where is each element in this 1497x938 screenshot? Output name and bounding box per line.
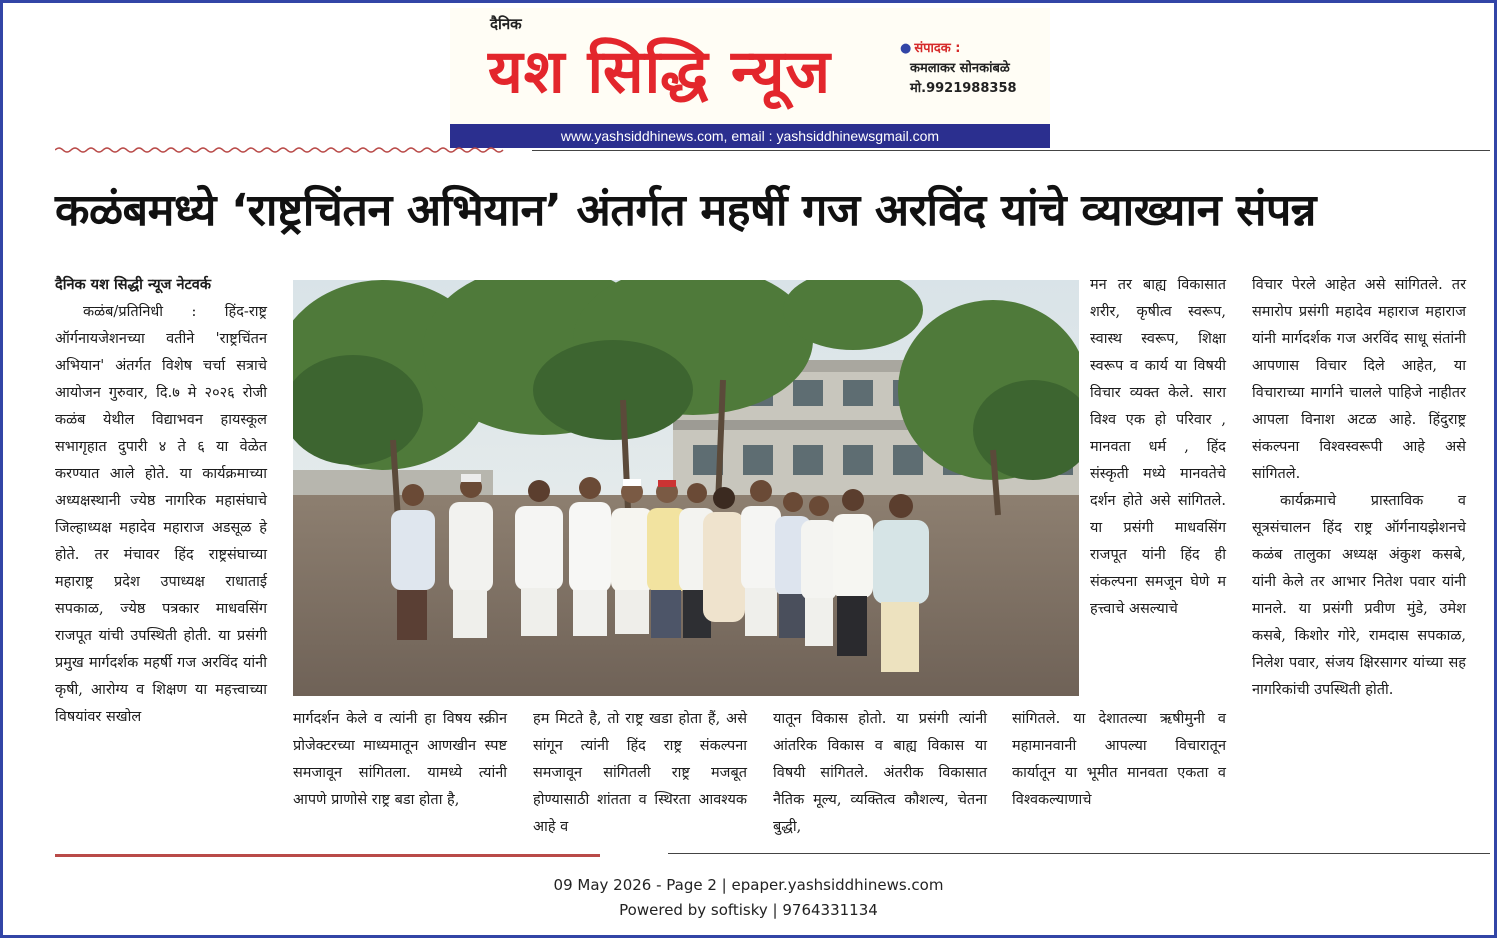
bottom-rule bbox=[668, 853, 1490, 854]
headline: कळंबमध्ये ‘राष्ट्रचिंतन अभियान’ अंतर्गत महर्षी गज अरविंद यांचे व्याख्यान संपन्न bbox=[55, 185, 1316, 236]
article-column-below-photo-3 bbox=[773, 706, 987, 841]
footer-date-page: 09 May 2026 - Page 2 | epaper.yashsiddhinews.com bbox=[553, 876, 944, 894]
masthead-title: यश सिद्धि न्यूज bbox=[488, 37, 831, 107]
article-paragraph: यातून विकास होतो. या प्रसंगी त्यांनी आंतरिक विकास व बाह्य विकास या विषयी सांगितले. अंतरीक विकासात नैतिक मूल्य, व्यक्तित्व कौशल्य, चेतना बुद्धी, bbox=[773, 711, 987, 835]
group-photo-illustration bbox=[293, 280, 1079, 696]
article-paragraph: मन तर बाह्य विकासात शरीर, कृषीत्व स्वरूप, स्वास्थ स्वरूप, शिक्षा स्वरूप व कार्य या विषयी विचार व्यक्त केले. सारा विश्व एक हो परिवार , मानवता धर्म , हिंद संस्कृती मध्ये मानवतेचे दर्शन होते असे सांगितले. या प्रसंगी माधवसिंग राजपूत यांनी हिंद ही संकल्पना समजून घेणे म हत्त्वाचे असल्याचे bbox=[1090, 277, 1226, 617]
article-column-below-photo-1 bbox=[293, 706, 507, 814]
article-paragraph: कळंब/प्रतिनिधी : हिंद-राष्ट्र ऑर्गनायजेशनच्या वतीने 'राष्ट्रचिंतन अभियान' अंतर्गत विशेष चर्चा सत्राचे आयोजन गुरुवार, दि.७ मे २०२६ रोजी कळंब येथील विद्याभवन हायस्कूल सभागृहात दुपारी ४ ते ६ या वेळेत करण्यात आले होते. या कार्यक्रमाच्या अध्यक्षस्थानी ज्येष्ठ नागरिक महासंघाचे जिल्हाध्यक्ष महादेव महाराज अडसूळ हे होते. तर मंचावर हिंद राष्ट्रसंघाच्या महाराष्ट्र प्रदेश उपाध्यक्ष राधाताई सपकाळ, ज्येष्ठ पत्रकार माधवसिंग राजपूत यांची उपस्थिती होती. या प्रसंगी प्रमुख मार्गदर्शक महर्षी गज अरविंद यांनी कृषी, आरोग्य व शिक्षण या महत्त्वाच्या विषयांवर सखोल bbox=[55, 304, 267, 725]
contact-bar[interactable]: www.yashsiddhinews.com, email : yashsiddhinewsgmail.com bbox=[450, 124, 1050, 148]
masthead bbox=[450, 8, 1050, 148]
bullet-icon: ● bbox=[900, 41, 912, 56]
top-rule bbox=[532, 150, 1490, 151]
article-column-3 bbox=[1252, 272, 1466, 704]
article-column-1 bbox=[55, 272, 267, 731]
article-paragraph: विचार पेरले आहेत असे सांगितले. तर समारोप प्रसंगी महादेव महाराज महाराज यांनी मार्गदर्शक गज अरविंद साधू संतांनी आपणास विचार दिले आहेत, या विचाराच्या मार्गाने चालले पाहिजे नाहीतर आपला विनाश अटळ आहे. हिंदुराष्ट्र संकल्पना विश्वस्वरूपी आहे असे सांगितले. bbox=[1252, 277, 1466, 482]
wavy-divider bbox=[55, 146, 507, 154]
article-column-below-photo-4 bbox=[1012, 706, 1226, 814]
editor-label: ● संपादक : bbox=[900, 41, 961, 56]
article-column-2 bbox=[1090, 272, 1226, 623]
article-paragraph: हम मिटते है, तो राष्ट्र खडा होता हैं, असे सांगून त्यांनी हिंद राष्ट्र संकल्पना समजावून सांगितली राष्ट्र मजबूत होण्यासाठी शांतता व स्थिरता आवश्यक आहे व bbox=[533, 711, 747, 835]
byline: दैनिक यश सिद्धी न्यूज नेटवर्क bbox=[55, 277, 211, 293]
editor-name: कमलाकर सोनकांबळे bbox=[910, 61, 1010, 76]
footer-powered-by: Powered by softisky | 9764331134 bbox=[619, 901, 878, 919]
article-column-below-photo-2 bbox=[533, 706, 747, 841]
article-paragraph: कार्यक्रमाचे प्रास्ताविक व सूत्रसंचालन हिंद राष्ट्र ऑर्गनायझेशनचे कळंब तालुका अध्यक्ष अंकुश कसबे, यांनी केले तर आभार नितेश पवार यांनी मानले. या प्रसंगी प्रवीण मुंडे, उमेश कसबे, किशोर गोरे, रामदास सपकाळ, निलेश पवार, संजय क्षिरसागर यांच्या सह नागरिकांची उपस्थिती होती. bbox=[1252, 493, 1466, 698]
article-paragraph: सांगितले. या देशातल्या ऋषीमुनी व महामानवानी आपल्या विचारातून कार्यातून या भूमीत मानवता एकता व विश्वकल्याणाचे bbox=[1012, 711, 1226, 808]
event-photo bbox=[293, 280, 1079, 696]
bottom-accent-rule bbox=[55, 854, 600, 857]
article-paragraph: मार्गदर्शन केले व त्यांनी हा विषय स्क्रीन प्रोजेक्टरच्या माध्यमातून आणखीन स्पष्ट समजावून सांगितला. यामध्ये त्यांनी आपणे प्राणोसे राष्ट्र बडा होता है, bbox=[293, 711, 507, 808]
editor-phone: मो.9921988358 bbox=[910, 81, 1017, 96]
masthead-daily: दैनिक bbox=[490, 15, 522, 33]
